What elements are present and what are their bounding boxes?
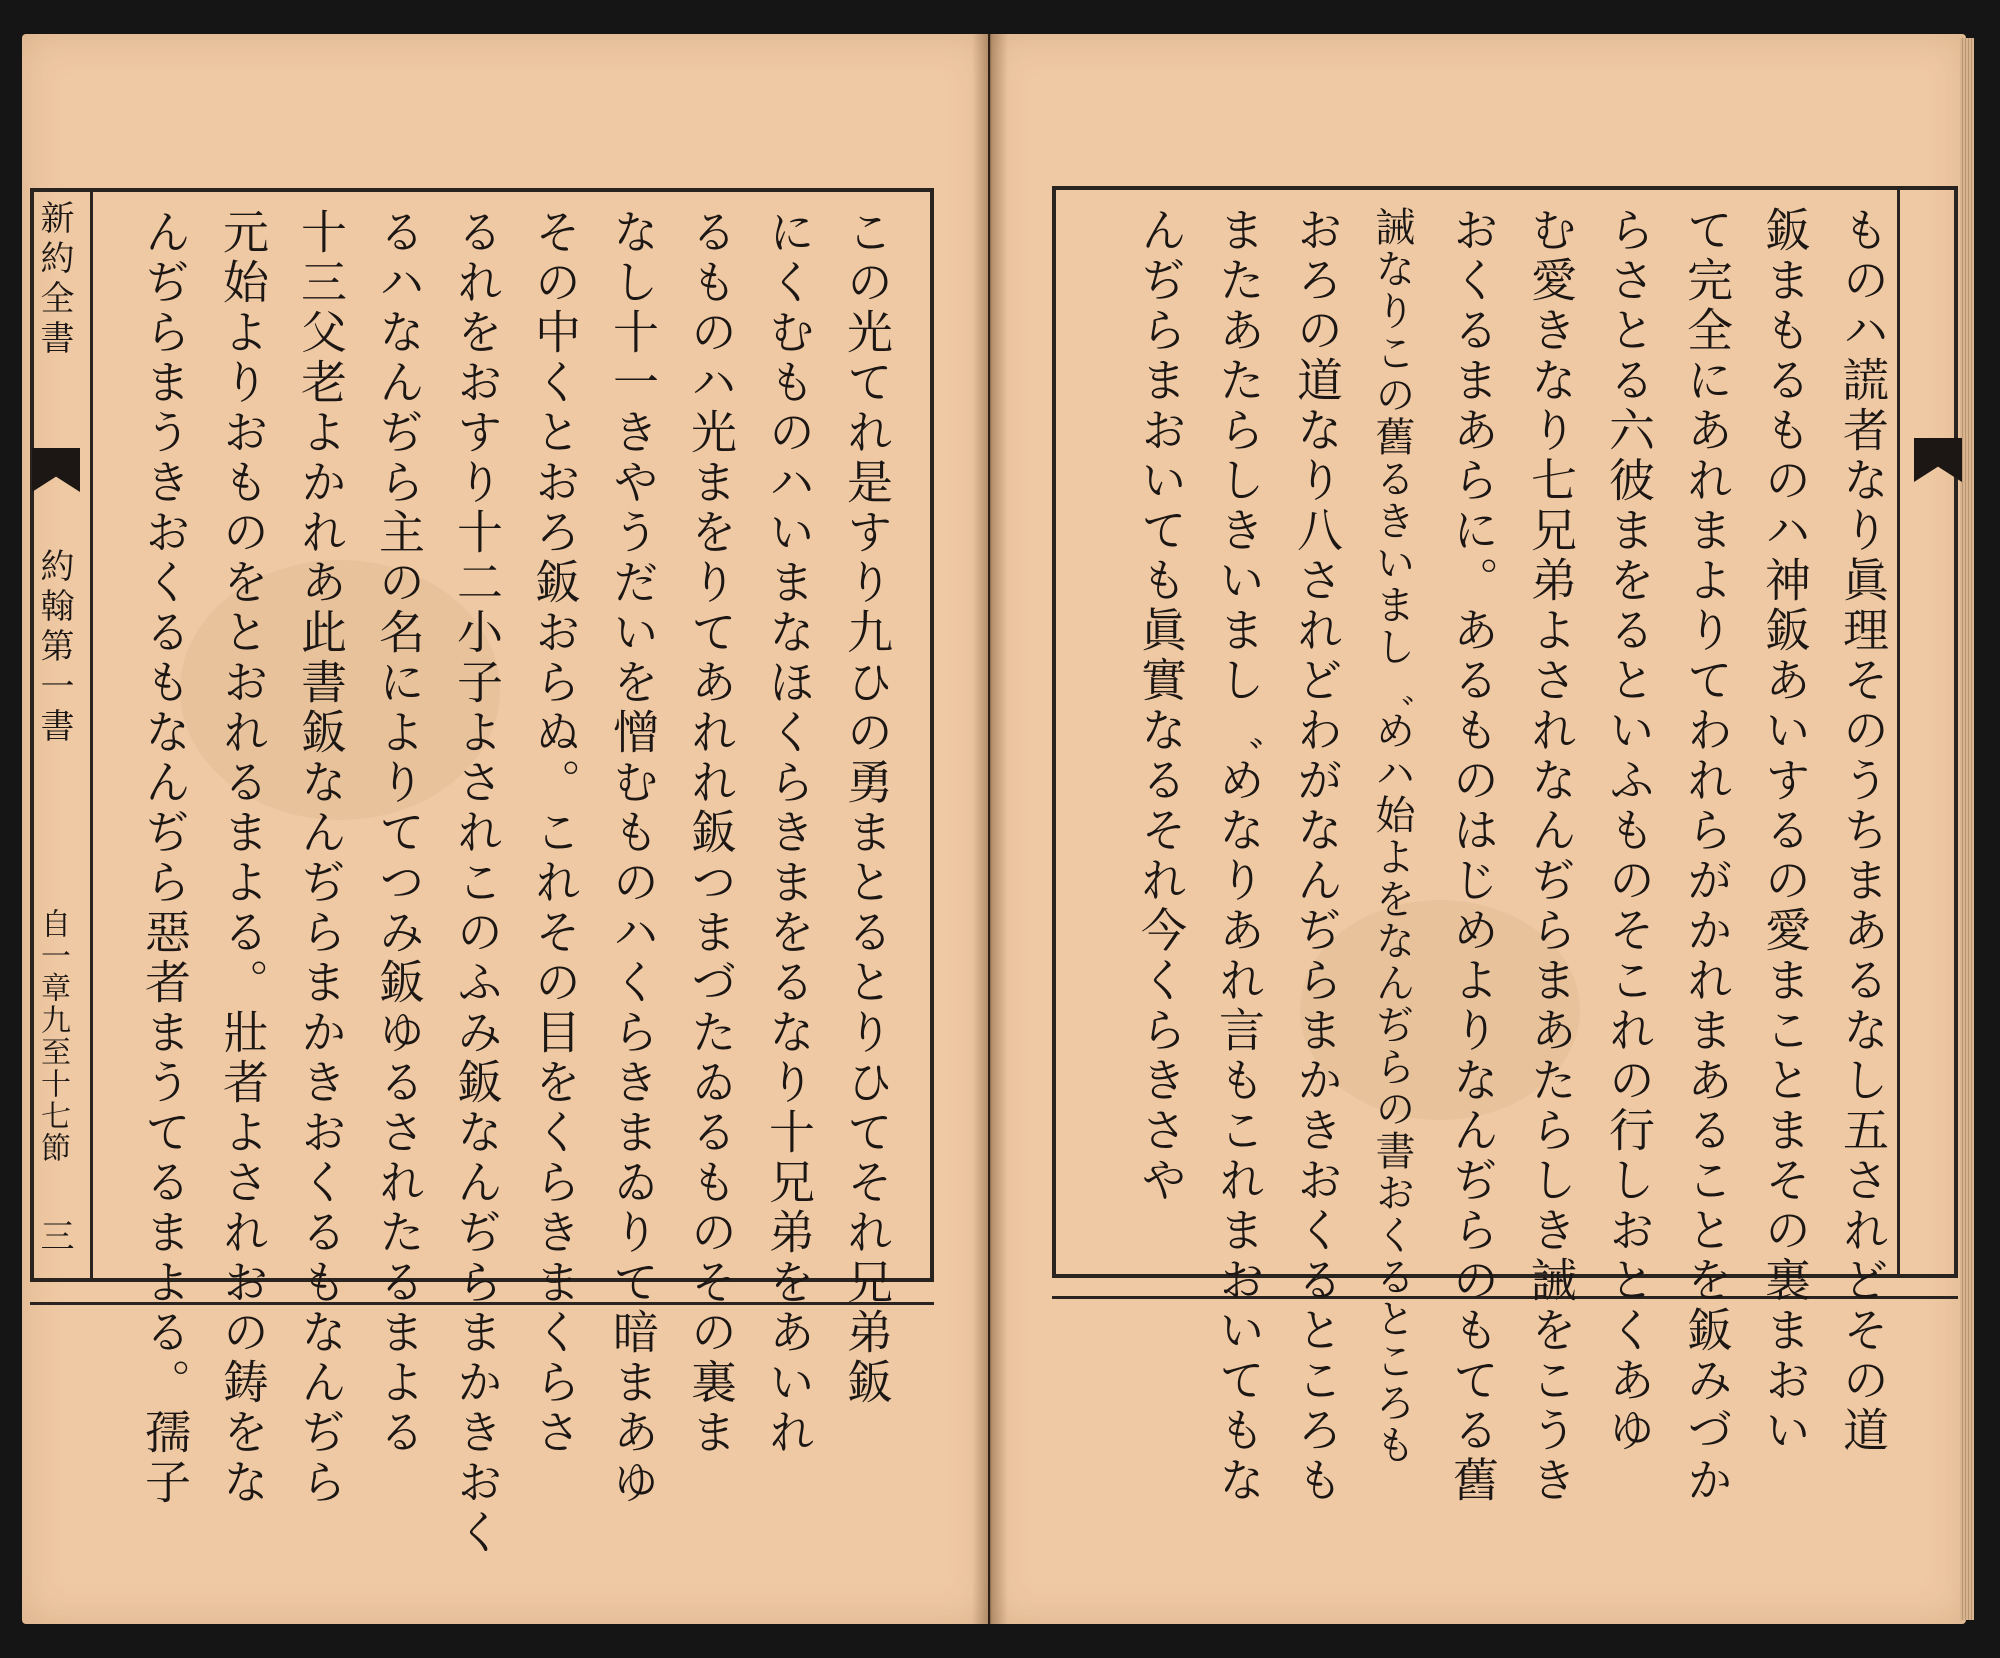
chapter-range: 自一章九至十七節 (35, 908, 70, 1164)
text-column: 十三父老よかれあ此書鈑なんぢらまかきおくるもなんぢら (294, 208, 348, 1508)
text-column: て完全にあれまよりてわれらがかれまあることを鈑みづか (1680, 206, 1734, 1506)
book-title: 新約全書 (34, 200, 74, 360)
text-column: なし十一きやうだいを憎むものハくらきまゐりて暗まあゆ (606, 208, 660, 1508)
text-column: るハなんぢら主の名によりてつみ鈑ゆるされたるまよる (372, 208, 426, 1458)
header-column-rule (1897, 190, 1900, 1274)
page-number: 三 (34, 1218, 74, 1258)
header-column-rule (90, 192, 93, 1278)
text-column: またあたらしきいまし゛めなりあれ言もこれまおいてもな (1212, 206, 1266, 1506)
chapter-title: 約翰第一書 (34, 548, 74, 748)
book-gutter (972, 34, 1008, 1624)
text-column: にくむものハいまなほくらきまをるなり十兄弟をあいれ (762, 208, 816, 1458)
right-bottom-rule (1052, 1296, 1958, 1299)
text-column: るものハ光まをりてあれれ鈑つまづたゐるものその裏ま (684, 208, 738, 1458)
text-column: んぢらまうきおくるもなんぢら惡者まうてるまよる。孺子 (138, 208, 192, 1508)
text-column: 誡なりこの舊るきいまし゛めハ始よをなんぢらの書おくるところも (1369, 206, 1415, 1466)
text-column: ものハ謊者なり眞理そのうちまあるなし五されどその道 (1836, 206, 1890, 1456)
text-column: 鈑まもるものハ神鈑あいするの愛まことまその裏まおい (1758, 206, 1812, 1456)
text-column: む愛きなり七兄弟よされなんぢらまあたらしき誡をこうき (1524, 206, 1578, 1506)
text-column: おくるまあらに。あるものはじめよりなんぢらのもてる舊 (1446, 206, 1500, 1506)
text-column: おろの道なり八されどわがなんぢらまかきおくるところも (1290, 206, 1344, 1506)
text-column: るれをおすり十二小子よされこのふみ鈑なんぢらまかきおく (450, 208, 504, 1558)
text-column: んぢらまおいても眞實なるそれ今くらきさや (1134, 206, 1188, 1206)
text-column: 元始よりおものをとおれるまよる。壯者よされおの鋳をな (216, 208, 270, 1508)
text-column: この光てれ是すり九ひの勇まとるとりひてそれ兄弟鈑 (840, 208, 894, 1408)
text-column: らさとる六彼まをるといふものそこれの行しおとくあゆ (1602, 206, 1656, 1456)
page-edges (1960, 38, 1974, 1620)
text-column: その中くとおろ鈑おらぬ。これその目をくらきまくらさ (528, 208, 582, 1458)
